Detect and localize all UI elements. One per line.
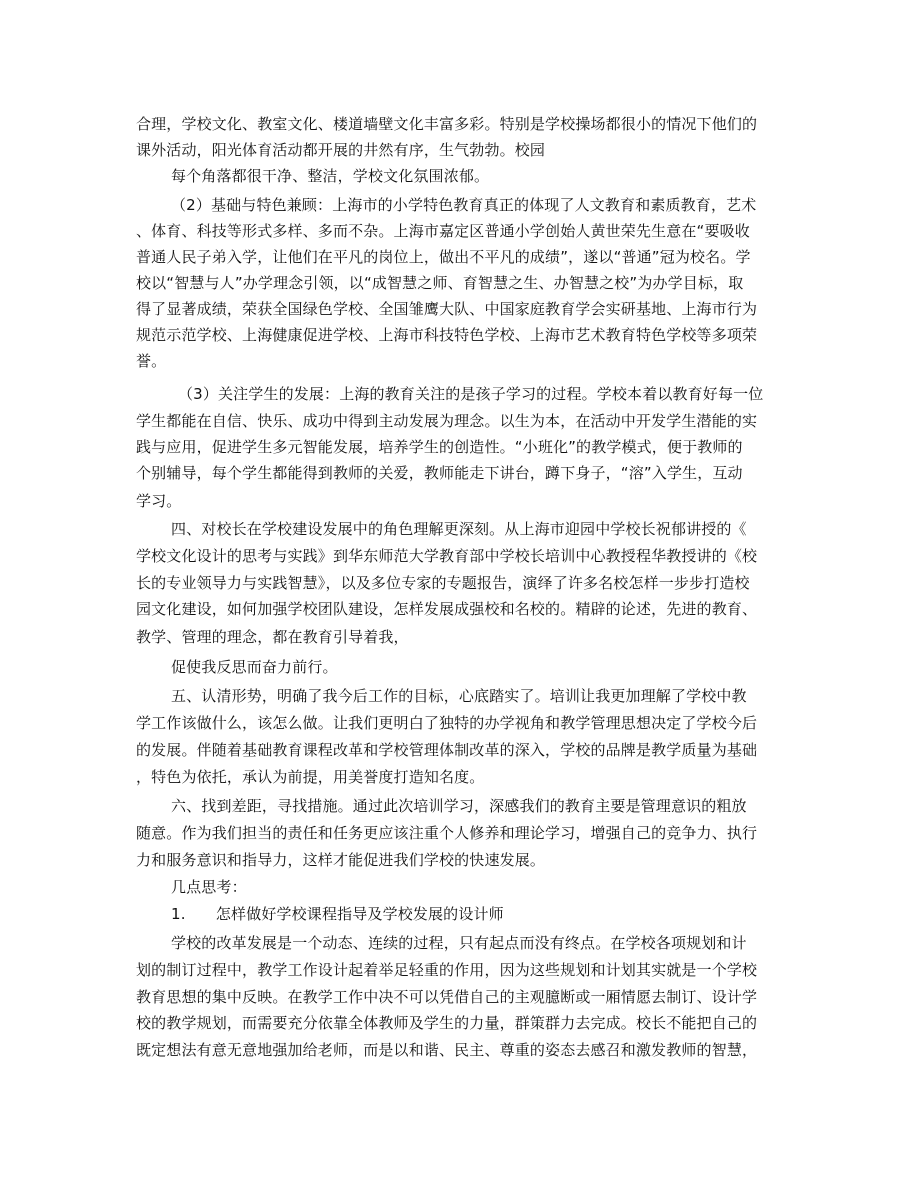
text-line-content: 划的制订过程中，教学工作设计起着举足轻重的作用，因为这些规划和计划其实就是一个学校 [136, 961, 758, 979]
text-line-content: 教学、管理的理念，都在教育引导着我， [136, 628, 409, 646]
text-line [0, 491, 920, 513]
text-line-content: 学习。 [136, 492, 182, 510]
text-line [0, 850, 920, 872]
text-line-content: 促使我反思而奋力前行。 [171, 658, 338, 676]
text-line [0, 166, 920, 188]
text-line-content: 的发展。伴随着基础教育课程改革和学校管理体制改革的深入，学校的品牌是教学质量为基础 [136, 741, 758, 759]
text-line-content: 六、找到差距，寻找措施。通过此次培训学习，深感我们的教育主要是管理意识的粗放 [171, 797, 747, 815]
text-line-content: 校以“智慧与人”办学理念引领，以“成智慧之师、育智慧之生、办智慧之校”为办学目标，取 [136, 274, 744, 292]
text-line [0, 960, 920, 982]
text-line [0, 599, 920, 621]
text-line [0, 627, 920, 649]
text-line-content: 既定想法有意无意地强加给老师，而是以和谐、民主、尊重的姿态去感召和激发教师的智慧， [136, 1041, 758, 1059]
text-line [0, 351, 920, 373]
text-line-content: 规范示范学校、上海健康促进学校、上海市科技特色学校、上海市艺术教育特色学校等多项荣 [136, 326, 758, 344]
text-line [0, 195, 920, 217]
text-line-content: 课外活动，阳光体育活动都开展的井然有序，生气勃勃。校园 [136, 141, 546, 159]
text-line [0, 437, 920, 459]
text-line [0, 573, 920, 595]
text-line-content: 1. 怎样做好学校课程指导及学校发展的设计师 [171, 905, 504, 923]
text-line [0, 740, 920, 762]
text-line-content: 得了显著成绩，荣获全国绿色学校、全国雏鹰大队、中国家庭教育学会实研基地、上海市行为 [136, 300, 758, 318]
text-line-content: 五、认清形势，明确了我今后工作的目标，心底踏实了。培训让我更加理解了学校中教 [171, 687, 747, 705]
text-line [0, 546, 920, 568]
text-line-content: 四、对校长在学校建设发展中的角色理解更深刻。从上海市迎园中学校长祝郁讲授的《 [171, 520, 747, 538]
text-line-content: 长的专业领导力与实践智慧》，以及多位专家的专题报告，演绎了许多名校怎样一步步打造校 [136, 574, 750, 592]
text-line [0, 463, 920, 485]
text-line [0, 877, 920, 899]
text-line [0, 384, 920, 406]
text-line [0, 247, 920, 269]
text-line-content: 普通人民子弟入学，让他们在平凡的岗位上，做出不平凡的成绩”，遂以“普通”冠为校名。学 [136, 248, 751, 266]
text-line [0, 273, 920, 295]
text-line-content: 几点思考： [171, 878, 247, 896]
text-line-content: 园文化建设，如何加强学校团队建设，怎样发展成强校和名校的。精辟的论述，先进的教育、 [136, 600, 758, 618]
text-line [0, 987, 920, 1009]
text-line-content: 教育思想的集中反映。在教学工作中决不可以凭借自己的主观臆断或一厢情愿去制订、设计学 [136, 988, 758, 1006]
text-line [0, 519, 920, 541]
text-line-content: 学校的改革发展是一个动态、连续的过程，只有起点而没有终点。在学校各项规划和计 [171, 934, 747, 952]
text-line [0, 221, 920, 243]
text-line-content: 、体育、科技等形式多样、多而不杂。上海市嘉定区普通小学创始人黄世荣先生意在“要吸收 [136, 222, 750, 240]
text-line-content: 誉。 [136, 352, 167, 370]
text-line [0, 1013, 920, 1035]
text-line [0, 823, 920, 845]
text-line-content: 合理，学校文化、教室文化、楼道墙壁文化丰富多彩。特别是学校操场都很小的情况下他们的 [136, 115, 758, 133]
text-line [0, 686, 920, 708]
text-line-content: 每个角落都很干净、整洁，学校文化氛围浓郁。 [171, 167, 490, 185]
text-line-content: （3）关注学生的发展：上海的教育关注的是孩子学习的过程。学校本着以教育好每一位 [178, 385, 764, 403]
text-line-content: 学工作该做什么，该怎么做。让我们更明白了独特的办学视角和教学管理思想决定了学校今后 [136, 714, 758, 732]
text-line-content: 践与应用，促进学生多元智能发展，培养学生的创造性。“小班化”的教学模式，便于教师的 [136, 438, 743, 456]
text-line [0, 299, 920, 321]
text-line [0, 411, 920, 433]
text-line-content: 随意。作为我们担当的责任和任务更应该注重个人修养和理论学习，增强自己的竞争力、执行 [136, 824, 758, 842]
text-line-content: ，特色为依托，承认为前提，用美誉度打造知名度。 [136, 768, 485, 786]
text-line [0, 796, 920, 818]
text-line [0, 933, 920, 955]
text-line [0, 1040, 920, 1062]
text-line [0, 904, 920, 926]
text-line-content: 力和服务意识和指导力，这样才能促进我们学校的快速发展。 [136, 851, 546, 869]
text-line [0, 140, 920, 162]
text-line-content: （2）基础与特色兼顾：上海市的小学特色教育真正的体现了人文教育和素质教育，艺术 [171, 196, 757, 214]
text-line [0, 114, 920, 136]
text-line [0, 325, 920, 347]
text-line-content: 个别辅导，每个学生都能得到教师的关爱，教师能走下讲台，蹲下身子，“溶”入学生，互动 [136, 464, 743, 482]
text-line [0, 767, 920, 789]
text-line-content: 学校文化设计的思考与实践》到华东师范大学教育部中学校长培训中心教授程华教授讲的《校 [136, 547, 758, 565]
text-line [0, 657, 920, 679]
text-line-content: 学生都能在自信、快乐、成功中得到主动发展为理念。以生为本，在活动中开发学生潜能的实 [136, 412, 758, 430]
text-line-content: 校的教学规划，而需要充分依靠全体教师及学生的力量，群策群力去完成。校长不能把自己的 [136, 1014, 758, 1032]
text-line [0, 713, 920, 735]
